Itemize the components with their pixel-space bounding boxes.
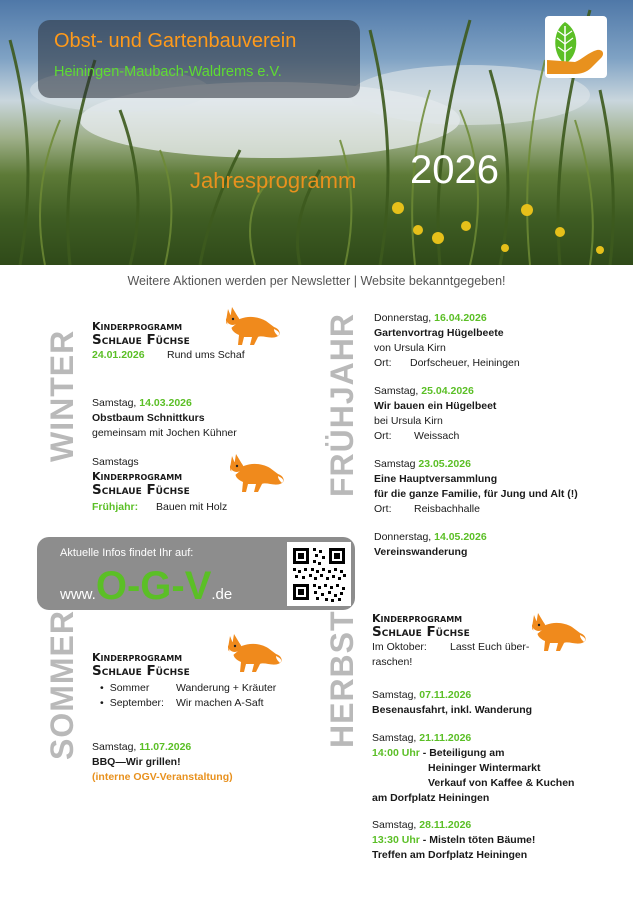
kids-program-title: Schlaue Füchse [92,332,190,348]
event-place: Treffen am Dorfplatz Heiningen [372,849,528,861]
event-date: 28.11.2026 [419,819,472,831]
event-day: Samstags [92,456,139,468]
event-day: Donnerstag, [374,312,432,324]
place-label: Ort: [374,430,392,442]
event-date: 16.04.2026 [434,312,487,324]
url-suffix: .de [211,586,233,603]
fox-icon [532,611,588,653]
event-date: 14.05.2026 [434,531,487,543]
season-label-summer: SOMMER [44,610,80,760]
qr-code-icon [287,542,351,606]
qr-code[interactable] [287,542,351,606]
season-label-autumn: HERBST [324,610,360,748]
event-day: Samstag, [92,397,137,409]
event-season: Frühjahr: [92,501,139,513]
event-place: Dorfscheuer, Heiningen [410,357,520,369]
program-year: 2026 [410,148,499,192]
list-item [100,696,276,711]
club-location: Heiningen-Maubach-Waldrems e.V. [54,64,282,80]
fox-icon [228,632,284,674]
winter-event-pruning [92,396,237,441]
kids-program-label: Kinderprogramm [372,612,463,625]
event-title: Beteiligung am [429,747,505,759]
event-place: Reisbachhalle [414,503,480,515]
banner-text: Aktuelle Infos findet Ihr auf: [60,547,194,559]
item-activity: Wanderung + Kräuter [176,682,277,694]
event-topic: Lasst Euch über- [450,641,530,653]
event-title-line2: Heininger Wintermarkt [428,762,541,774]
season-label-spring: FRÜHJAHR [324,313,360,497]
event-note: (interne OGV-Veranstaltung) [92,771,233,783]
item-month: • September: [100,696,176,711]
kids-program-label: Kinderprogramm [92,651,183,664]
event-day: Samstag, [372,689,417,701]
place-label: Ort: [374,503,392,515]
kids-program-title: Schlaue Füchse [92,482,190,498]
event-day: Samstag, [374,385,419,397]
event-title: Gartenvortrag Hügelbeete [374,327,504,339]
autumn-event-market: Samstag, 21.11.2026 14:00 Uhr - Beteiligung am Heininger Wintermarkt Verkauf von Kaffee & Kuchen am Dorfplatz Heiningen [372,732,575,804]
event-topic-cont: raschen! [372,656,413,668]
event-date: 24.01.2026 [92,349,145,361]
hand-leaf-icon [545,16,607,78]
event-date: 07.11.2026 [419,689,472,701]
event-title: Wir bauen ein Hügelbeet [374,400,497,412]
event-day: Samstag [374,458,416,470]
newsletter-note: Weitere Aktionen werden per Newsletter | Website bekanntgegeben! [127,274,506,288]
event-place: Weissach [414,430,460,442]
event-date: 14.03.2026 [139,397,192,409]
item-activity: Wir machen A-Saft [176,697,264,709]
winter-kids-program [92,320,245,363]
spring-event-build [374,384,496,444]
event-day: Donnerstag, [374,531,432,543]
url-main: O-G-V [95,564,212,608]
item-month: • Sommer [100,681,176,696]
list-item [100,681,276,696]
event-date: 11.07.2026 [139,741,192,753]
event-title: Vereinswanderung [374,546,468,558]
autumn-event-besen [372,688,532,718]
website-link[interactable] [60,566,232,606]
event-title: BBQ—Wir grillen! [92,756,181,768]
event-date: 25.04.2026 [421,385,474,397]
spring-event-hike [374,530,487,560]
hero-photo [0,0,633,265]
season-label-winter: WINTER [44,329,80,462]
autumn-kids-program [372,612,529,670]
spring-event-talk [374,311,520,371]
event-topic: Rund ums Schaf [167,349,245,361]
event-detail: bei Ursula Kirn [374,415,443,427]
event-date: 23.05.2026 [418,458,471,470]
event-place: am Dorfplatz Heiningen [372,792,490,804]
fox-icon [226,305,282,347]
event-title: Obstbaum Schnittkurs [92,412,205,424]
winter-kids-program-2 [92,455,227,515]
autumn-event-mistletoe: Samstag, 28.11.2026 13:30 Uhr - Misteln töten Bäume! Treffen am Dorfplatz Heiningen [372,819,536,861]
event-time: 13:30 Uhr [372,834,420,846]
event-date: 21.11.2026 [419,732,472,744]
kids-program-title: Schlaue Füchse [92,663,190,679]
event-day: Samstag, [372,819,417,831]
kids-program-title: Schlaue Füchse [372,624,470,640]
url-prefix: www. [60,586,96,603]
spring-event-assembly [374,457,578,517]
event-topic: Bauen mit Holz [156,501,228,513]
kids-program-label: Kinderprogramm [92,470,183,483]
event-title: Eine Hauptversammlung [374,473,498,485]
club-logo [545,16,607,78]
club-name: Obst- und Gartenbauverein [54,30,297,52]
event-title-line3: Verkauf von Kaffee & Kuchen [428,777,575,789]
event-title: Misteln töten Bäume! [429,834,536,846]
event-day: Samstag, [372,732,417,744]
event-month: Im Oktober: [372,641,427,653]
kids-program-label: Kinderprogramm [92,320,183,333]
event-day: Samstag, [92,741,137,753]
summer-event-bbq [92,740,233,785]
event-detail: für die ganze Familie, für Jung und Alt (!) [374,488,578,500]
event-title: Besenausfahrt, inkl. Wanderung [372,704,533,716]
event-time: 14:00 Uhr [372,747,420,759]
fox-icon [230,452,286,494]
event-detail: gemeinsam mit Jochen Kühner [92,427,237,439]
program-label: Jahresprogramm [190,168,357,193]
place-label: Ort: [374,357,392,369]
event-detail: von Ursula Kirn [374,342,446,354]
